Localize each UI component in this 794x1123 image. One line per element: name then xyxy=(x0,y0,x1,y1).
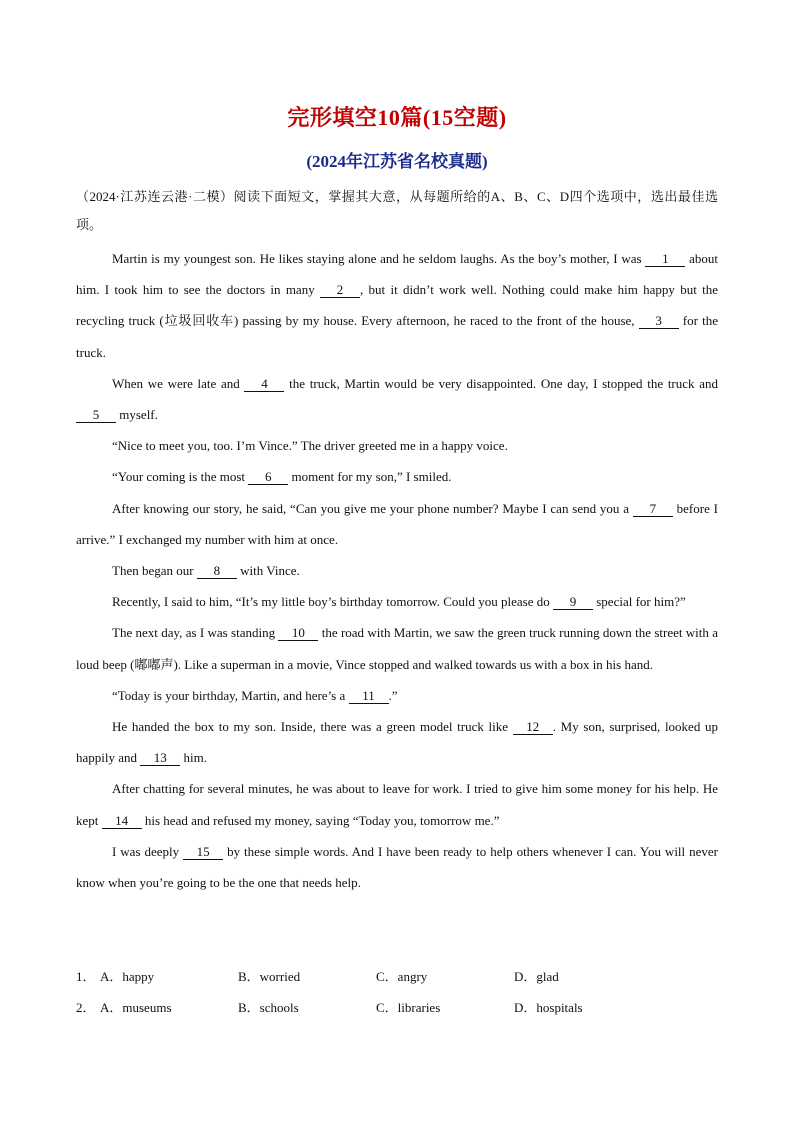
passage-text: The next day, as I was standing xyxy=(112,625,279,641)
passage-text: After chatting for several minutes, he was about to leave for work. I tried to give him some money for his help. He kept xyxy=(76,781,718,828)
option-row xyxy=(76,991,718,1022)
passage-paragraph xyxy=(76,493,718,555)
passage-text: with Vince. xyxy=(236,563,300,579)
passage-paragraph xyxy=(76,243,718,368)
passage-paragraph xyxy=(76,461,718,492)
blank-10: 10 xyxy=(278,626,318,641)
blank-5: 5 xyxy=(76,408,116,423)
passage-paragraph xyxy=(76,680,718,711)
answer-options xyxy=(76,960,718,1022)
document-subtitle: (2024年江苏省名校真题) xyxy=(306,152,488,171)
passage-text: Recently, I said to him, “It’s my little boy’s birthday tomorrow. Could you please do xyxy=(112,594,553,610)
passage-text: before I arrive.” I exchanged my number with him at once. xyxy=(76,500,718,547)
question-number: 2． xyxy=(76,1000,96,1015)
option-choice: D．glad xyxy=(514,969,559,984)
passage-paragraph xyxy=(76,773,718,835)
option-choice: D．hospitals xyxy=(514,1000,583,1015)
blank-12: 12 xyxy=(513,720,553,735)
passage-text: by these simple words. And I have been ready to help others whenever I can. You will never know when you’re going to be the one that needs help. xyxy=(76,843,718,891)
passage-paragraph xyxy=(76,555,718,586)
passage-text: myself. xyxy=(116,407,158,423)
passage-text: special for him?” xyxy=(592,594,686,610)
question-number: 1． xyxy=(76,969,96,984)
passage-text: moment for my son,” I smiled. xyxy=(288,469,452,485)
option-row xyxy=(76,960,718,991)
blank-14: 14 xyxy=(102,814,142,829)
blank-9: 9 xyxy=(553,595,593,610)
passage-text: After knowing our story, he said, “Can you give me your phone number? Maybe I can send you a xyxy=(112,500,633,516)
blank-1: 1 xyxy=(645,252,685,267)
passage-text: “Today is your birthday, Martin, and here’s a xyxy=(112,687,349,703)
passage-text: , but it didn’t work well. Nothing could make him happy but the recycling truck (垃圾回收车) passing by my house. Every afternoon, he raced to the front of the house, xyxy=(76,282,718,329)
passage-paragraph xyxy=(76,711,718,773)
option-choice: B．schools xyxy=(238,1000,299,1015)
passage-text: .” xyxy=(388,687,398,703)
option-choice: A．museums xyxy=(100,1000,172,1015)
passage-text: . My son, surprised, looked up happily and xyxy=(76,719,718,766)
passage-paragraph xyxy=(76,430,718,461)
passage-text: Martin is my youngest son. He likes staying alone and he seldom laughs. As the boy’s mother, I was xyxy=(112,251,646,266)
passage-text: about him. I took him to see the doctors in many xyxy=(76,251,718,298)
passage-text: When we were late and xyxy=(112,375,245,391)
blank-2: 2 xyxy=(320,283,360,298)
passage-text: him. xyxy=(180,750,207,766)
passage-text: the road with Martin, we saw the green truck running down the street with a loud beep (嘟嘟声). Like a superman in a movie, Vince stopped and walked towards us with a box in his hand. xyxy=(76,625,718,672)
blank-7: 7 xyxy=(633,502,673,517)
option-choice: B．worried xyxy=(238,969,301,984)
blank-8: 8 xyxy=(197,564,237,579)
blank-6: 6 xyxy=(248,470,288,485)
passage-text: “Nice to meet you, too. I’m Vince.” The driver greeted me in a happy voice. xyxy=(112,438,508,454)
blank-3: 3 xyxy=(639,314,679,329)
passage-paragraph xyxy=(76,586,718,617)
passage-paragraph xyxy=(76,368,718,430)
blank-11: 11 xyxy=(349,689,389,704)
passage-text: his head and refused my money, saying “Today you, tomorrow me.” xyxy=(141,812,500,828)
blank-13: 13 xyxy=(140,751,180,766)
option-choice: A．happy xyxy=(100,969,155,984)
option-choice: C．angry xyxy=(376,969,428,984)
blank-15: 15 xyxy=(183,845,223,860)
passage-paragraph xyxy=(76,836,718,898)
passage-paragraph xyxy=(76,617,718,679)
cloze-passage xyxy=(76,243,718,898)
passage-text: He handed the box to my son. Inside, there was a green model truck like xyxy=(112,719,513,735)
passage-text: for the truck. xyxy=(76,313,718,360)
passage-text: I was deeply xyxy=(112,843,184,859)
passage-text: the truck, Martin would be very disappointed. One day, I stopped the truck and xyxy=(284,375,718,391)
question-instruction: （2024·江苏连云港·二模）阅读下面短文，掌握其大意，从每题所给的A、B、C、D四个选项中，选出最佳选项。 xyxy=(76,189,718,232)
passage-text: Then began our xyxy=(112,563,197,579)
document-title: 完形填空10篇(15空题) xyxy=(287,105,507,130)
blank-4: 4 xyxy=(244,377,284,392)
passage-text: “Your coming is the most xyxy=(112,469,249,485)
option-choice: C．libraries xyxy=(376,1000,441,1015)
